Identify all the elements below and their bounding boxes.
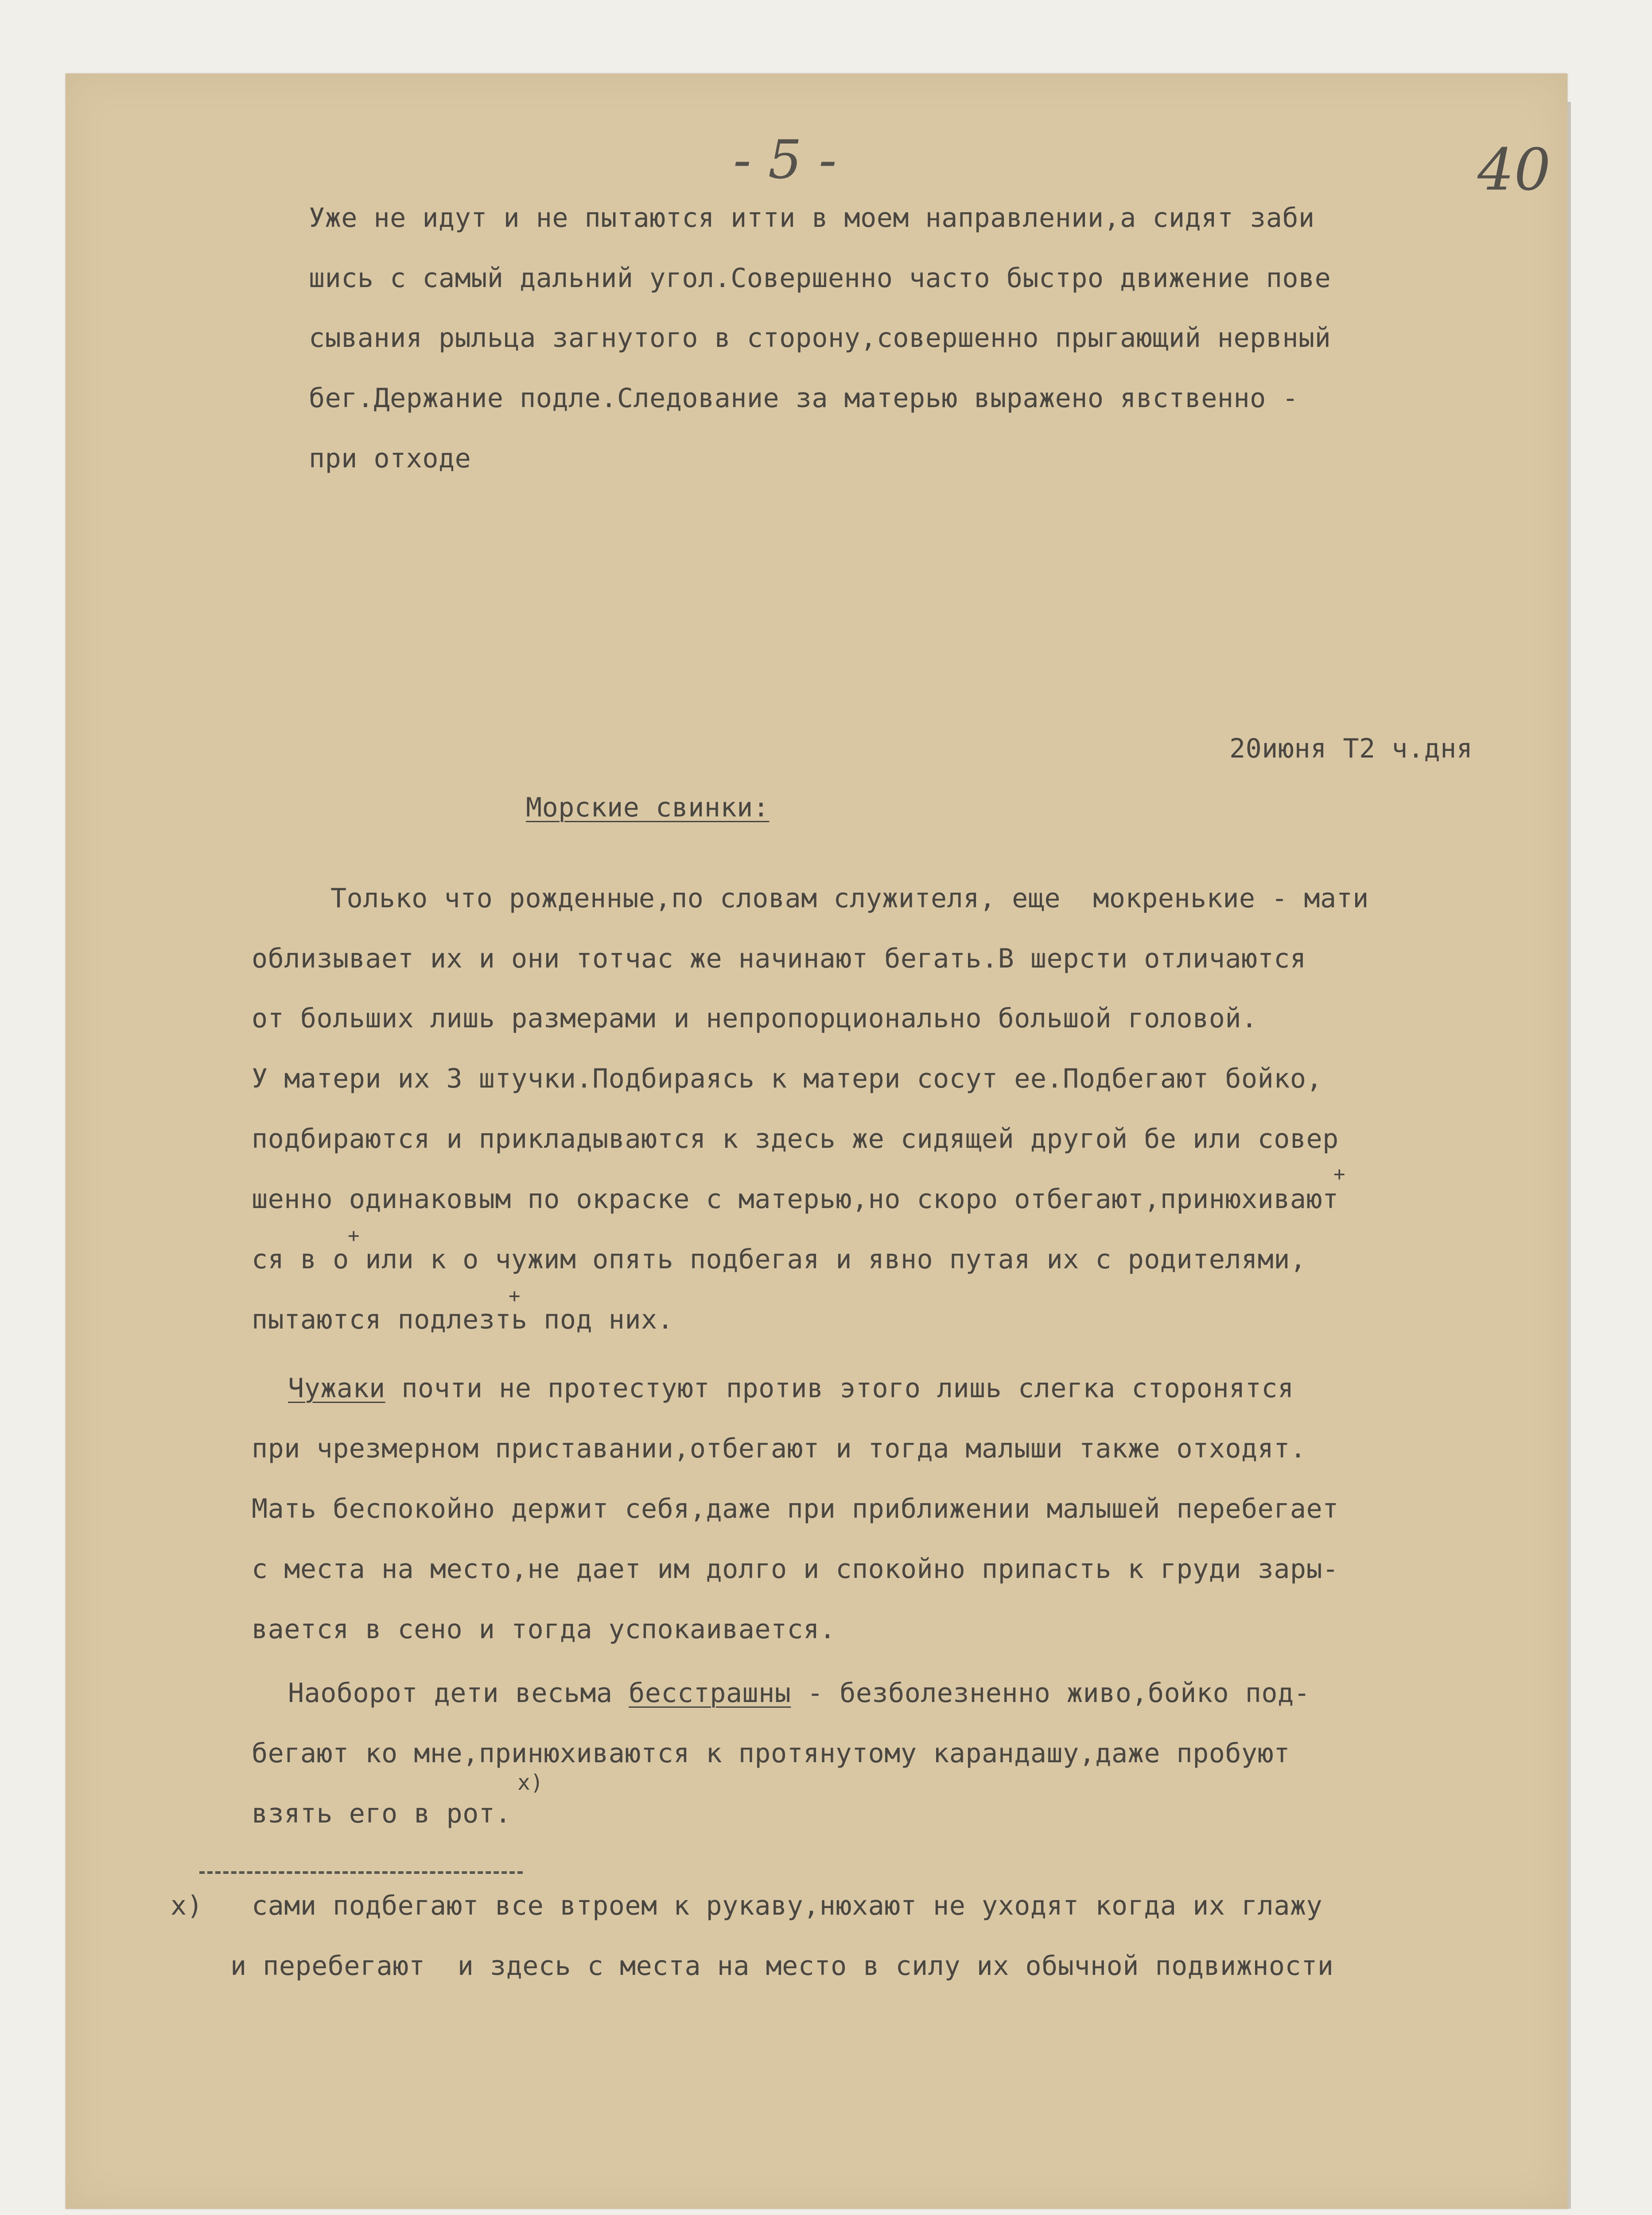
text-line: пытаются подлезть под них. xyxy=(252,1304,674,1335)
text-fragment: - безболезненно живо,бойко под- xyxy=(791,1678,1310,1709)
footnote-line: сами подбегают все втроем к рукаву,нюхают не уходят когда их глажу xyxy=(252,1890,1323,1921)
text-line: Только что рожденные,по словам служителя, еще мокренькие - мати xyxy=(330,883,1369,914)
page-edge-shadow xyxy=(1567,102,1571,2209)
text-line: Мать беспокойно держит себя,даже при приближении малышей перебегает xyxy=(252,1493,1339,1524)
text-line: при отходе xyxy=(309,443,471,474)
footnote-separator xyxy=(199,1871,523,1874)
footnote-marker: х) xyxy=(171,1890,203,1921)
text-line xyxy=(288,1678,1310,1709)
underlined-word: Чужаки xyxy=(288,1373,385,1404)
text-line: ся в о или к о чужим опять подбегая и явно путая их с родителями, xyxy=(252,1244,1306,1275)
entry-date: 20июня Т2 ч.дня xyxy=(1229,733,1473,764)
text-line: облизывает их и они тотчас же начинают бегать.В шерсти отличаются xyxy=(252,943,1306,974)
correction-mark: + xyxy=(348,1224,360,1247)
correction-mark: + xyxy=(1333,1163,1345,1185)
text-line xyxy=(288,1375,1294,1402)
text-line: У матери их 3 штучки.Подбираясь к матери сосут ее.Подбегают бойко, xyxy=(252,1063,1323,1094)
text-line: сывания рыльца загнутого в сторону,совершенно прыгающий нервный xyxy=(309,323,1331,354)
text-line: от больших лишь размерами и непропорционально большой головой. xyxy=(252,1003,1258,1034)
footnote-reference: x) xyxy=(517,1770,544,1795)
text-line: шенно одинаковым по окраске с матерью,но скоро отбегают,принюхивают xyxy=(252,1184,1339,1215)
text-line: взять его в рот. xyxy=(252,1798,511,1829)
underlined-word: бесстрашны xyxy=(629,1678,791,1709)
text-fragment: почти не протестуют против этого лишь слегка сторонятся xyxy=(385,1373,1294,1404)
text-line: при чрезмерном приставании,отбегают и тогда малыши также отходят. xyxy=(252,1433,1306,1464)
page-number: - 5 - xyxy=(733,129,837,191)
text-line: Уже не идут и не пытаются итти в моем направлении,а сидят заби xyxy=(309,202,1315,233)
text-line: шись с самый дальний угол.Совершенно часто быстро движение пове xyxy=(309,263,1331,294)
text-fragment: Наоборот дети весьма xyxy=(288,1678,629,1709)
text-line: вается в сено и тогда успокаивается. xyxy=(252,1614,836,1645)
footnote-line: и перебегают и здесь с места на место в силу их обычной подвижности xyxy=(230,1951,1334,1982)
correction-mark: + xyxy=(509,1285,521,1307)
section-heading: Морские свинки: xyxy=(526,792,770,823)
text-line: подбираются и прикладываются к здесь же сидящей другой бе или совер xyxy=(252,1123,1339,1154)
text-line: бег.Держание подле.Следование за матерью выражено явственно - xyxy=(309,383,1299,414)
text-line: с места на место,не дает им долго и спокойно припасть к груди зары- xyxy=(252,1554,1339,1585)
text-line: бегают ко мне,принюхиваются к протянутому карандашу,даже пробуют xyxy=(252,1738,1290,1769)
handwritten-archive-number: 40 xyxy=(1477,136,1551,203)
